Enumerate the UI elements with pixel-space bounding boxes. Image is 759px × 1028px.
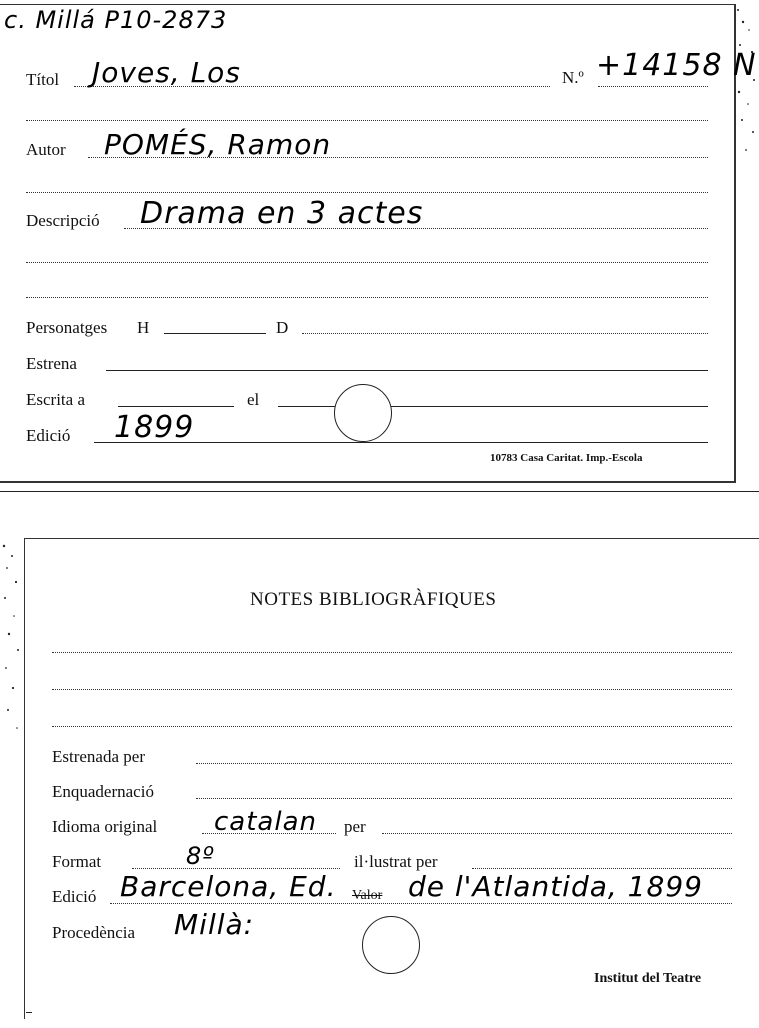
format-value: 8º (186, 842, 215, 870)
institution-name: Institut del Teatre (594, 971, 702, 986)
corner-mark (26, 1012, 32, 1013)
characters-label: Personatges (26, 318, 108, 337)
illustrated-by-line (472, 868, 732, 869)
characters-h-label: H (137, 318, 150, 337)
format-label: Format (52, 852, 102, 871)
number-label: N.º (562, 68, 584, 87)
call-number: c. Millá P10-2873 (4, 6, 228, 34)
notes-line-1 (52, 652, 732, 653)
title-label: Títol (26, 70, 60, 89)
characters-d-label: D (276, 318, 289, 337)
provenance-label: Procedència (52, 923, 136, 942)
title-extra-line (26, 120, 708, 121)
number-line (598, 86, 708, 87)
author-extra-line (26, 192, 708, 193)
provenance-value: Millà: (174, 908, 255, 941)
binding-label: Enquadernació (52, 782, 154, 801)
characters-h-line (164, 333, 266, 334)
description-value: Drama en 3 actes (140, 196, 424, 231)
binding-line (196, 798, 732, 799)
written-on-label: el (247, 390, 260, 409)
description-extra-line-1 (26, 262, 708, 263)
notes-line-2 (52, 689, 732, 690)
bottom-edition-value-1: Barcelona, Ed. (120, 870, 337, 903)
bottom-edition-line (110, 903, 732, 904)
original-language-label: Idioma original (52, 817, 158, 836)
scan-noise-bottom (0, 538, 24, 738)
premiered-by-line (196, 763, 732, 764)
premiere-label: Estrena (26, 354, 77, 373)
description-label: Descripció (26, 211, 100, 230)
punch-hole-top (334, 384, 392, 442)
bottom-edition-value-2: de l'Atlantida, 1899 (408, 870, 703, 903)
bibliographic-heading: NOTES BIBLIOGRÀFIQUES (250, 589, 497, 610)
edition-value: 1899 (114, 410, 195, 445)
author-label: Autor (26, 140, 66, 159)
card-separator (0, 491, 759, 492)
premiere-line (106, 370, 708, 371)
language-per-line (382, 833, 732, 834)
edition-label: Edició (26, 426, 71, 445)
description-extra-line-2 (26, 297, 708, 298)
illustrated-by-label: il·lustrat per (354, 852, 438, 871)
struck-word: Valor (352, 888, 383, 903)
punch-hole-bottom (362, 916, 420, 974)
title-value: Joves, Los (92, 56, 241, 89)
written-in-label: Escrita a (26, 390, 85, 409)
language-per-label: per (344, 817, 366, 836)
premiered-by-label: Estrenada per (52, 747, 145, 766)
author-value: POMÉS, Ramon (104, 128, 332, 161)
original-language-value: catalan (214, 807, 317, 837)
format-line (132, 868, 340, 869)
characters-d-line (302, 333, 708, 334)
printer-note: 10783 Casa Caritat. Imp.-Escola (490, 452, 643, 464)
number-value: +14158 N (596, 48, 757, 83)
notes-line-3 (52, 726, 732, 727)
written-in-line (118, 406, 234, 407)
bottom-edition-label: Edició (52, 887, 97, 906)
